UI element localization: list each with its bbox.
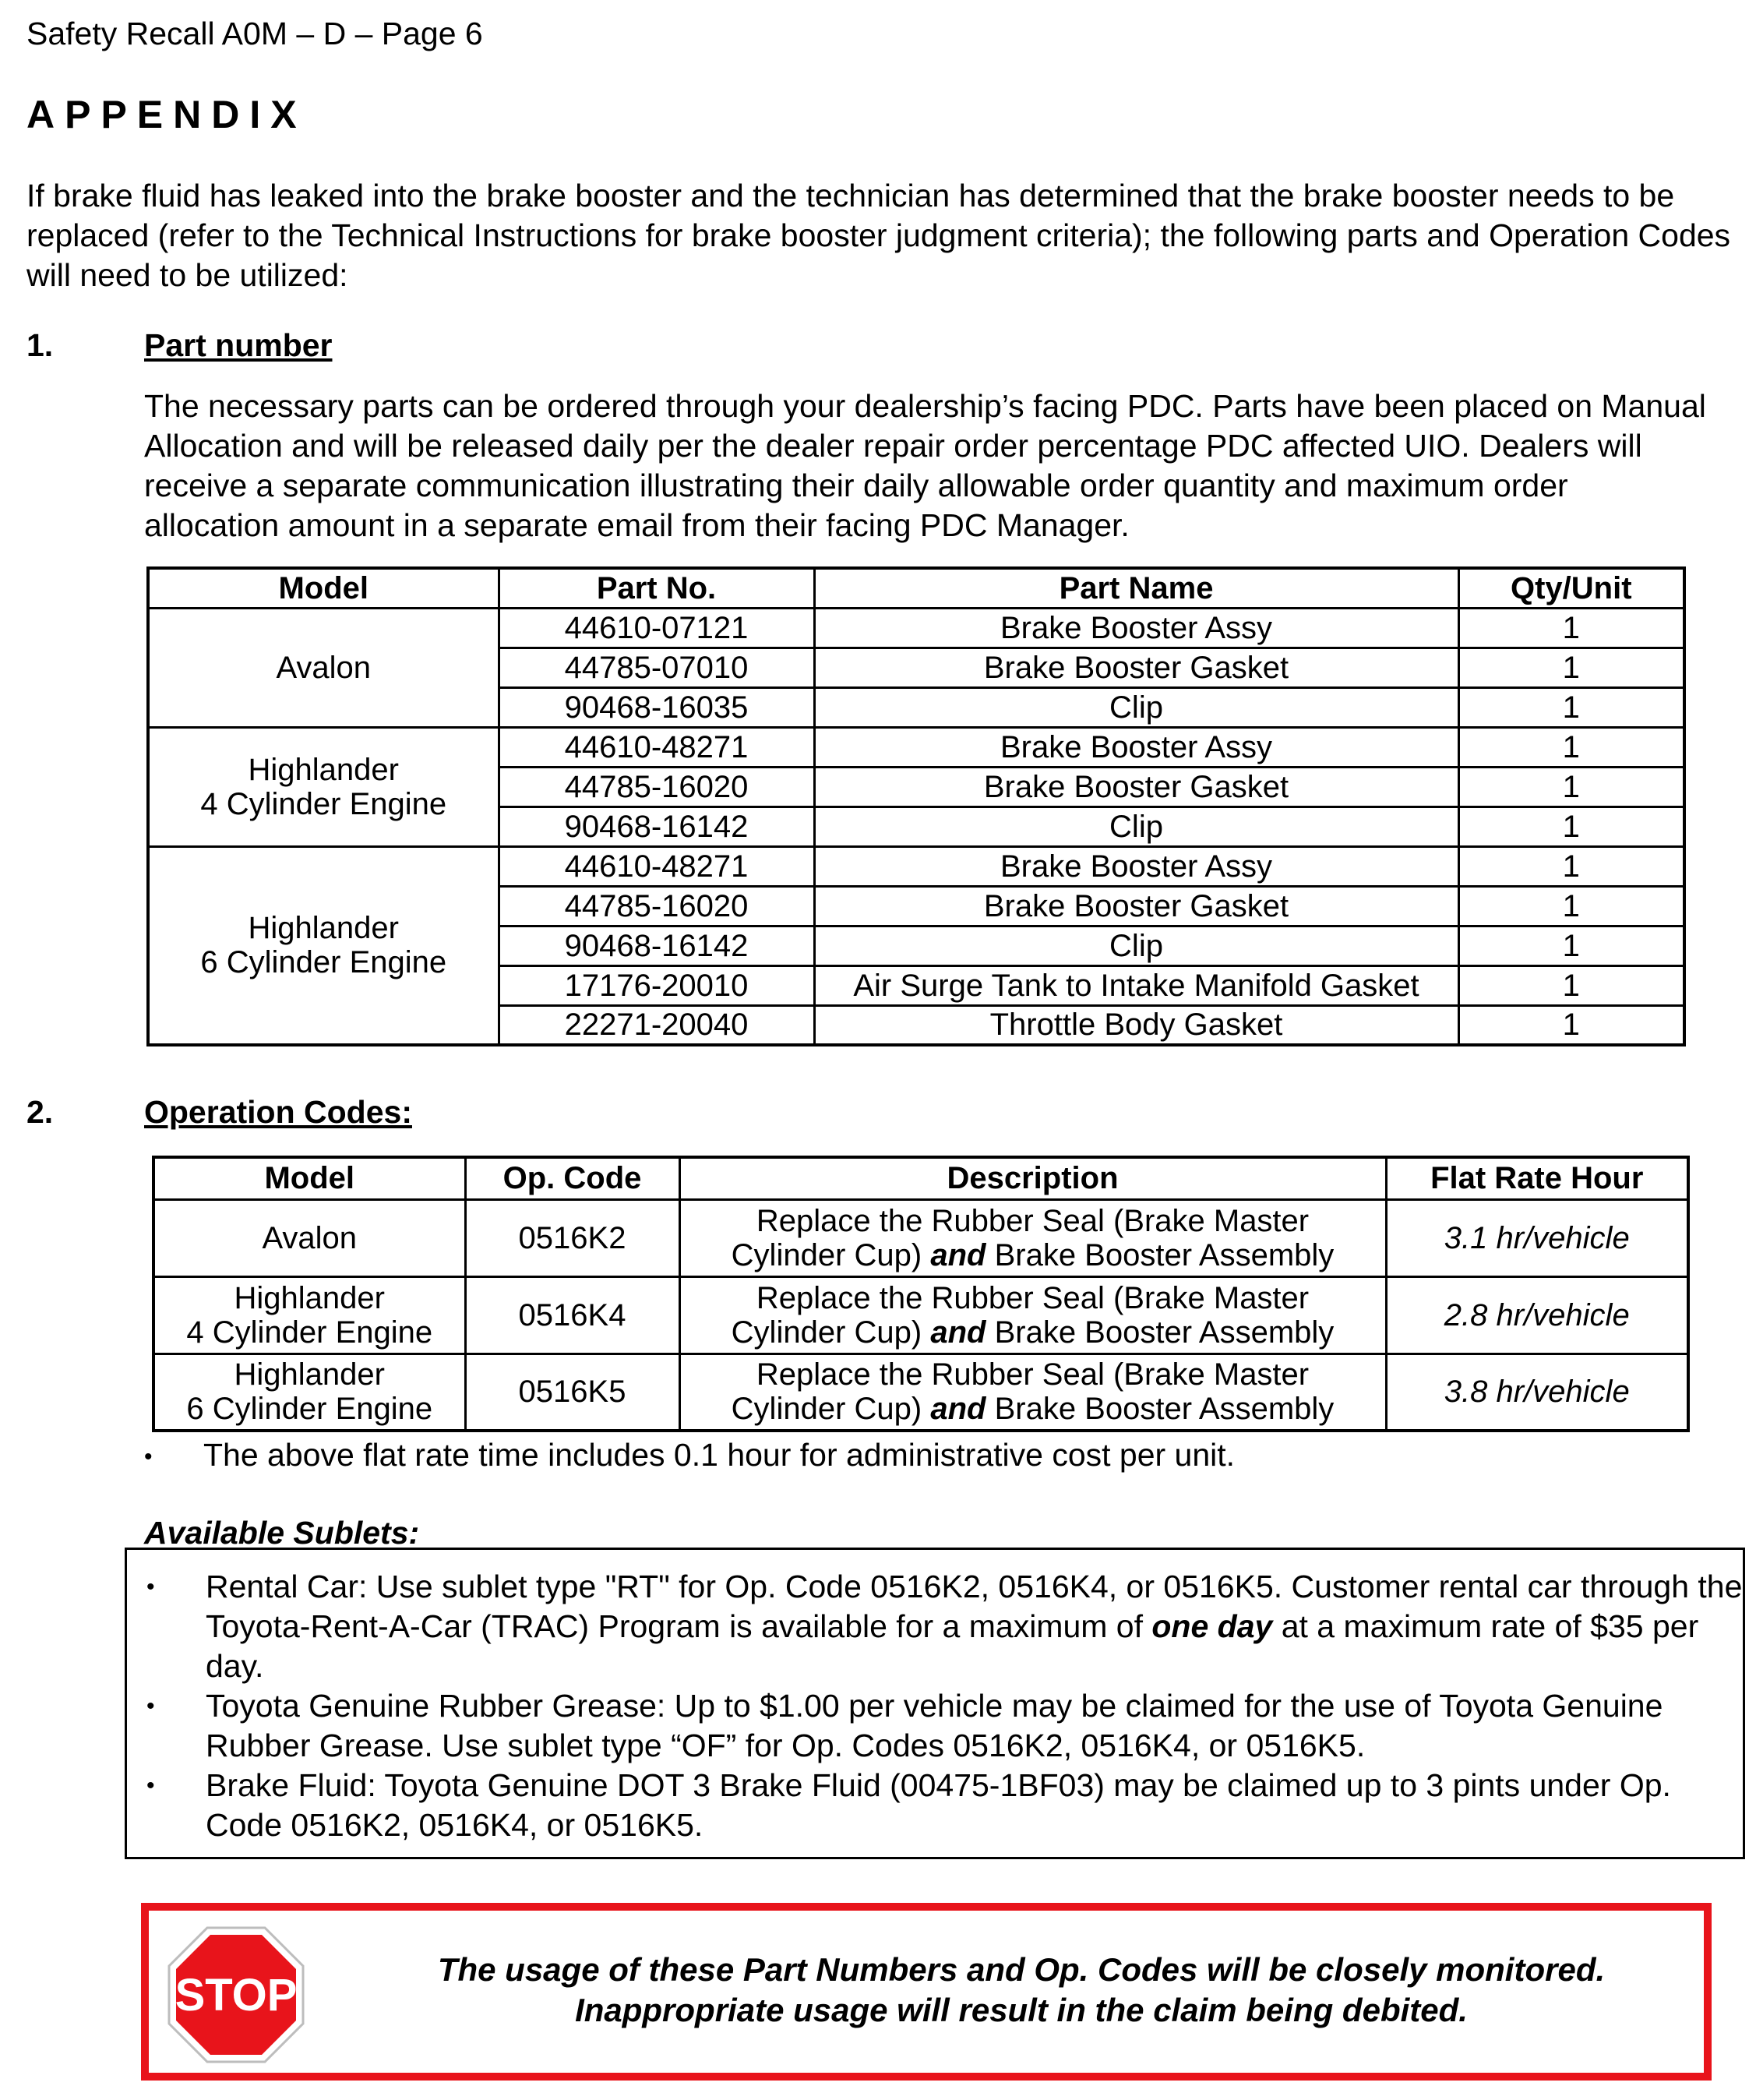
- description-emphasis: and: [930, 1315, 986, 1350]
- part-number-cell: 44785-07010: [499, 648, 814, 687]
- model-name: Highlander: [234, 1280, 385, 1315]
- qty-cell: 1: [1458, 648, 1684, 687]
- description-text: Brake Booster Assembly: [986, 1237, 1335, 1272]
- warning-line-1: The usage of these Part Numbers and Op. Codes will be closely monitored.: [437, 1951, 1606, 1988]
- qty-cell: 1: [1458, 1005, 1684, 1045]
- qty-cell: 1: [1458, 965, 1684, 1005]
- description-text: Brake Booster Assembly: [986, 1315, 1335, 1350]
- column-header: Qty/Unit: [1458, 568, 1684, 608]
- part-name-cell: Throttle Body Gasket: [814, 1005, 1458, 1045]
- table-row: [153, 1354, 1688, 1431]
- sublets-box: [125, 1548, 1745, 1859]
- description-text: Cylinder Cup): [731, 1315, 931, 1350]
- description-line: Replace the Rubber Seal (Brake Master: [756, 1280, 1310, 1315]
- qty-cell: 1: [1458, 687, 1684, 727]
- bullet-icon: •: [146, 1693, 155, 1719]
- description-line: Replace the Rubber Seal (Brake Master: [756, 1203, 1310, 1238]
- description-cell: [679, 1354, 1386, 1431]
- bullet-icon: •: [146, 1773, 155, 1798]
- flat-rate-note-text: The above flat rate time includes 0.1 hour for administrative cost per unit.: [203, 1437, 1236, 1473]
- model-name: Avalon: [276, 650, 372, 685]
- description-text: Cylinder Cup): [731, 1237, 931, 1272]
- sublets-title: Available Sublets:: [144, 1515, 420, 1551]
- warning-line-2: Inappropriate usage will result in the claim being debited.: [575, 1992, 1468, 2028]
- column-header: Flat Rate Hour: [1386, 1157, 1688, 1199]
- flat-rate-note: [144, 1437, 1235, 1474]
- part-number-cell: 44610-07121: [499, 608, 814, 648]
- part-name-cell: Air Surge Tank to Intake Manifold Gasket: [814, 965, 1458, 1005]
- model-cell: [153, 1354, 465, 1431]
- ops-table-header-row: [153, 1157, 1688, 1199]
- sublet-text-part: at a maximum rate of $35 per day.: [206, 1608, 1699, 1684]
- table-row: [153, 1276, 1688, 1354]
- description-cell: [679, 1276, 1386, 1354]
- model-engine: 6 Cylinder Engine: [186, 1392, 433, 1427]
- intro-paragraph: If brake fluid has leaked into the brake booster and the technician has determined that the brake booster needs to be replaced (refer to the Technical Instructions for brake booster judgment criteria); the following parts and Operation Codes will need to be utilized:: [26, 178, 1731, 293]
- warning-text: [351, 1950, 1691, 2031]
- model-name: Highlander: [248, 752, 399, 787]
- part-number-cell: 44785-16020: [499, 767, 814, 806]
- model-name: Highlander: [234, 1357, 385, 1392]
- table-row: [148, 608, 1684, 648]
- table-row: [148, 727, 1684, 767]
- part-name-cell: Brake Booster Assy: [814, 846, 1458, 886]
- op-code-cell: 0516K5: [465, 1354, 679, 1431]
- sublet-text: Toyota Genuine Rubber Grease: Up to $1.00 per vehicle may be claimed for the use of Toyota Genuine Rubber Grease. Use sublet type “OF” for Op. Codes 0516K2, 0516K4, or 0516K5.: [206, 1688, 1663, 1763]
- table-row: [153, 1199, 1688, 1276]
- part-number-cell: 90468-16035: [499, 687, 814, 727]
- part-name-cell: Clip: [814, 926, 1458, 965]
- column-header: Part No.: [499, 568, 814, 608]
- description-emphasis: and: [930, 1237, 986, 1272]
- flat-rate-cell: 3.8 hr/vehicle: [1386, 1354, 1688, 1431]
- model-engine: 4 Cylinder Engine: [186, 1315, 433, 1350]
- column-header: Part Name: [814, 568, 1458, 608]
- part-number-cell: 44610-48271: [499, 727, 814, 767]
- section-2-number: 2.: [26, 1094, 54, 1130]
- sublet-text: [206, 1567, 1756, 1686]
- warning-box: [141, 1903, 1712, 2081]
- column-header: Op. Code: [465, 1157, 679, 1199]
- appendix-heading: APPENDIX: [26, 93, 307, 136]
- flat-rate-cell: 2.8 hr/vehicle: [1386, 1276, 1688, 1354]
- sublet-emphasis: one day: [1151, 1608, 1273, 1644]
- flat-rate-cell: 3.1 hr/vehicle: [1386, 1199, 1688, 1276]
- op-code-cell: 0516K2: [465, 1199, 679, 1276]
- description-text: Brake Booster Assembly: [986, 1392, 1335, 1427]
- qty-cell: 1: [1458, 926, 1684, 965]
- page-header: Safety Recall A0M – D – Page 6: [26, 16, 483, 51]
- qty-cell: 1: [1458, 806, 1684, 846]
- stop-sign-icon: [166, 1925, 306, 2065]
- parts-table: [146, 566, 1686, 1046]
- model-name: Avalon: [262, 1220, 358, 1255]
- qty-cell: 1: [1458, 846, 1684, 886]
- parts-table-header-row: [148, 568, 1684, 608]
- bullet-icon: •: [144, 1444, 153, 1470]
- model-cell: [148, 846, 499, 1045]
- part-name-cell: Brake Booster Gasket: [814, 767, 1458, 806]
- stop-sign-text: STOP: [175, 1970, 298, 2021]
- qty-cell: 1: [1458, 767, 1684, 806]
- section-1-title: Part number: [144, 327, 333, 363]
- description-line: Replace the Rubber Seal (Brake Master: [756, 1357, 1310, 1392]
- column-header: Model: [153, 1157, 465, 1199]
- description-cell: [679, 1199, 1386, 1276]
- model-cell: [153, 1276, 465, 1354]
- part-name-cell: Clip: [814, 806, 1458, 846]
- part-number-cell: 22271-20040: [499, 1005, 814, 1045]
- part-number-cell: 17176-20010: [499, 965, 814, 1005]
- model-engine: 4 Cylinder Engine: [200, 786, 447, 821]
- section-2-title: Operation Codes:: [144, 1094, 412, 1130]
- table-row: [148, 846, 1684, 886]
- part-number-cell: 90468-16142: [499, 926, 814, 965]
- part-name-cell: Brake Booster Assy: [814, 727, 1458, 767]
- model-engine: 6 Cylinder Engine: [200, 945, 447, 980]
- part-name-cell: Clip: [814, 687, 1458, 727]
- description-emphasis: and: [930, 1392, 986, 1427]
- qty-cell: 1: [1458, 608, 1684, 648]
- qty-cell: 1: [1458, 727, 1684, 767]
- part-name-cell: Brake Booster Assy: [814, 608, 1458, 648]
- sublet-text: Brake Fluid: Toyota Genuine DOT 3 Brake Fluid (00475-1BF03) may be claimed up to 3 pints under Op. Code 0516K2, 0516K4, or 0516K5.: [206, 1767, 1671, 1843]
- model-cell: [148, 727, 499, 846]
- model-cell: [153, 1199, 465, 1276]
- sublet-text-part: Rental Car: Use sublet type "RT" for Op. Code 0516K2, 0516K4, or 0516K5. Customer rental car through the Toyota-Rent-A-Car (TRAC) Program is available for a maximum of: [206, 1569, 1743, 1644]
- section-1-number: 1.: [26, 327, 54, 363]
- description-text: Cylinder Cup): [731, 1392, 931, 1427]
- bullet-icon: •: [146, 1574, 155, 1600]
- qty-cell: 1: [1458, 886, 1684, 926]
- section-1-paragraph: The necessary parts can be ordered through your dealership’s facing PDC. Parts have been placed on Manual Allocation and will be released daily per the dealer repair order percentage PDC affected UIO. Dealers will receive a separate communication illustrating their daily allowable order quantity and maximum order allocation amount in a separate email from their facing PDC Manager.: [144, 388, 1706, 543]
- column-header: Description: [679, 1157, 1386, 1199]
- operation-codes-table: [152, 1156, 1690, 1432]
- column-header: Model: [148, 568, 499, 608]
- model-cell: [148, 608, 499, 727]
- op-code-cell: 0516K4: [465, 1276, 679, 1354]
- part-name-cell: Brake Booster Gasket: [814, 648, 1458, 687]
- part-number-cell: 44610-48271: [499, 846, 814, 886]
- part-name-cell: Brake Booster Gasket: [814, 886, 1458, 926]
- part-number-cell: 90468-16142: [499, 806, 814, 846]
- model-name: Highlander: [248, 911, 399, 946]
- part-number-cell: 44785-16020: [499, 886, 814, 926]
